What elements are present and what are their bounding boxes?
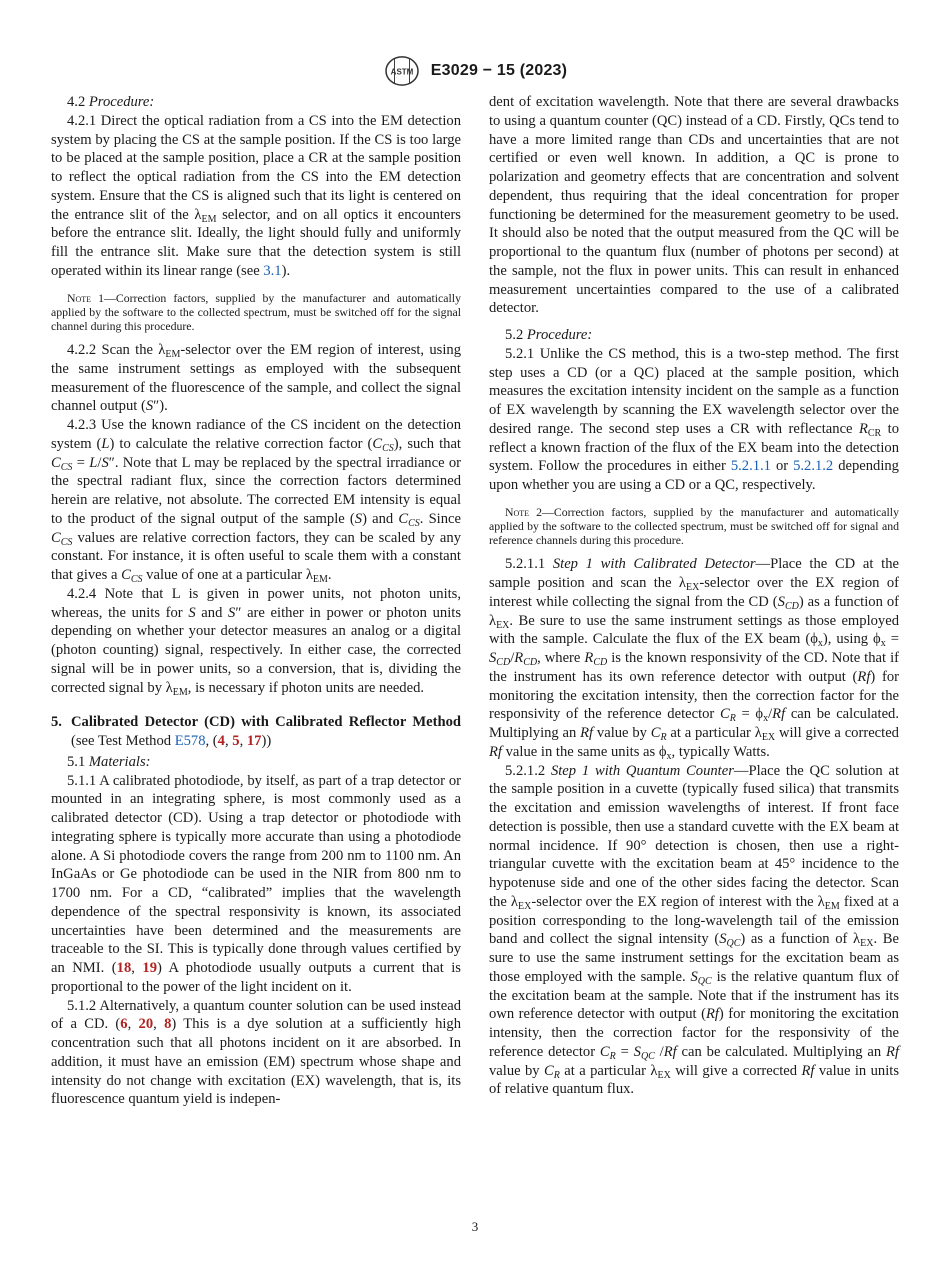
page-number: 3 (471, 1219, 479, 1234)
para-5-2-1: 5.2.1 Unlike the CS method, this is a two-step method. The first step uses a CD (or a QC) placed at the sample position, which measures the excitation intensity incident on the sample as a function of EX wavelength by scanning the EX wavelength selector over the desired range. The second step uses a CR with reflectance $R_{CR}$ to reflect a known fraction of the flux of the EX beam into the detection system. Follow the procedures in either 5.2.1.1 or 5.2.1.2 depending upon whether you are using a CD or a QC, respectively. (489, 345, 899, 493)
para-5-2-1-2: 5.2.1.2 Step 1 with Quantum Counter—Place the QC solution at the sample position in a cuvette (typically fused silica) that transmits the excitation and emission wavelengths of interest. If front face detection is possible, then use a standard cuvette with the EX beam at normal incidence. If 90° detection is chosen, then use a right-triangular cuvette with the excitation beam at 45° incidence to the hypotenuse side and one of the other sides facing the detector. Scan the $\lambda_{EX}$-selector over the EX region of interest with the $\lambda_{EM}$ fixed at a position corresponding to the long-wavelength tail of the emission band and collect the signal intensity $(S_{QC})$ as a function of $\lambda_{EX}$. Be sure to use the same instrument settings for the excitation beam as those employed with the sample. $S_{QC}$ is the relative quantum flux of the excitation beam at the sample. Note that if the instrument has its own reference detector with output (Rf) for monitoring the excitation intensity, then the correction factor for the responsivity of the reference detector $C_R = S_{QC}$ /Rf can be calculated. Multiplying an Rf value by $C_R$ at a particular $\lambda_{EX}$ will give a corrected Rf value in units of relative quantum flux. (489, 762, 900, 1098)
note-1: Note 1—Correction factors, supplied by the manufacturer and automatically applied by the software to the collected spectrum, must be switched off for the signal channel during this procedure. (51, 290, 461, 333)
ref-e578-link[interactable]: E578 (174, 733, 206, 750)
page-header (0, 55, 950, 85)
astm-logo-icon (383, 55, 421, 87)
para-5-2-1-1: 5.2.1.1 Step 1 with Calibrated Detector—Place the CD at the sample position and scan the $\lambda_{EX}$-selector over the EX region of interest while collecting the signal from the CD $(S_{CD})$ as a function of $\lambda_{EX}$. Be sure to use the same instrument settings as those employed with the sample. Calculate the flux of the EX beam $(\phi_x)$, using $\phi_x = S_{CD}/R_{CD}$, where $R_{CD}$ is the known responsivity of the CD. Note that if the instrument has its own reference detector with output (Rf) for monitoring the excitation intensity, then the correction factor for the responsivity of the reference detector $C_R = \phi_x/Rf$ can be calculated. Multiplying an Rf value by $C_R$ at a particular $\lambda_{EX}$ will give a corrected Rf value in the same units as $\phi_x$, typically Watts. (489, 556, 899, 762)
para-5-1-2: 5.1.2 Alternatively, a quantum counter solution can be used instead of a CD. (6, 20, 8) This is a dye solution at a sufficiently high concentration such that all photons incident on it are absorbed. In addition, it must have an emission (EM) spectrum whose shape and intensity do not change with excitation (EX) wavelength, that is, its fluorescence quantum yield is indepen- (51, 997, 462, 1108)
section-4-2-heading: 4.2 Procedure: (67, 94, 155, 110)
standard-id: E3029 − 15 (2023) (430, 62, 568, 79)
para-5-1-1: 5.1.1 A calibrated photodiode, by itself, as part of a trap detector or mounted in an integrating sphere, is most commonly used as a calibrated detector (CD). Using a trap detector or photodiode with integrating sphere is typically more accurate than using a photodiode alone. A Si photodiode covers the range from 200 nm to 1100 nm. An InGaAs or Ge photodiode can be used in the NIR from 800 nm to 1700 nm. For a CD, “calibrated” implies that the wavelength dependence of the spectral responsivity is known, its associated uncertainties have been determined and the measurements are traceable to the SI. This is typically done through values certified by an NMI. (18, 19) A photodiode usually outputs a current that is proportional to the power of the light incident on it. (51, 772, 461, 995)
para-4-2-1: 4.2.1 Direct the optical radiation from a CS into the EM detection system by placing the CS at the sample position. If the CS is too large to be placed at the sample position, place a CR at the sample position to reflect the optical radiation from the CS into the EM detection system. Ensure that the CS is aligned such that its light is centered on the entrance slit of the $\lambda_{EM}$ selector, and on all optics it encounters before the entrance slit. Ideally, the light should fully and uniformly fill the entrance slit. Make sure that the detection system is still operated within its linear range (see 3.1). (51, 112, 461, 279)
left-column (51, 93, 461, 1109)
para-4-2-3: 4.2.3 Use the known radiance of the CS incident on the detection system (L) to calculate the relative correction factor $(C_{CS})$, such that $C_{CS} = L/S''$. Note that L may be replaced by the spectral irradiance or the spectral radiant flux, since the correction factors determined herein are relative, not absolute. The corrected EM intensity is equal to the product of the signal output of the sample (S) and $C_{CS}$. Since $C_{CS}$ values are relative correction factors, they can be scaled by any constant. For instance, it is often useful to scale them with a constant that gives a $C_{CS}$ value of one at a particular $\lambda_{EM}$. (51, 417, 462, 586)
ref-3-1-link[interactable]: 3.1 (263, 262, 282, 279)
ref-5-2-1-2-link[interactable]: 5.2.1.2 (793, 458, 834, 475)
svg-text:ASTM: ASTM (390, 67, 414, 77)
section-5-2-heading: 5.2 Procedure: (505, 327, 593, 343)
ref-5-2-1-1-link[interactable]: 5.2.1.1 (730, 458, 771, 475)
right-column (489, 93, 899, 1099)
para-4-2-2: 4.2.2 Scan the $\lambda_{EM}$-selector over the EM region of interest, using the same instrument settings as employed with the subsequent measurement of the fluorescence of the sample, and collect the signal channel output (S″). (51, 342, 462, 415)
note-2: Note 2—Correction factors, supplied by the manufacturer and automatically applied by the software to the collected spectrum, must be switched off for signal and reference channels during this procedure. (489, 504, 899, 548)
section-5-1-heading: 5.1 Materials: (67, 753, 151, 770)
section-5-heading: 5. Calibrated Detector (CD) with Calibrated Reflector Method (see Test Method E578, (4, 5, 17)) (51, 714, 461, 750)
para-5-1-2-cont: dent of excitation wavelength. Note that there are several drawbacks to using a quantum counter (QC) instead of a CD. Firstly, QCs tend to have a more limited range than CDs and uncertainties that are not certified or even well known. In addition, a QC is prone to polarization and geometry effects that are concentration and solvent dependent, thus requiring that the ideal concentration for proper functioning be determined for the measurement geometry to be used. It should also be noted that the output measured from the QC will be proportional to the quantum flux (number of photons per second) at the sample, not the flux in power units. This can result in enhanced measurement uncertainties compared to the use of a calibrated detector. (489, 94, 899, 317)
para-4-2-4: 4.2.4 Note that L is given in power units, not photon units, whereas, the units for S and S″ are either in power or photon units depending on whether your detector measures an analog or a digital (photon counting) signal, respectively. In either case, the corrected signal will be in power units, so a conversion, that is, dividing the corrected signal by $\lambda_{EM}$, is necessary if photon units are needed. (51, 585, 461, 698)
